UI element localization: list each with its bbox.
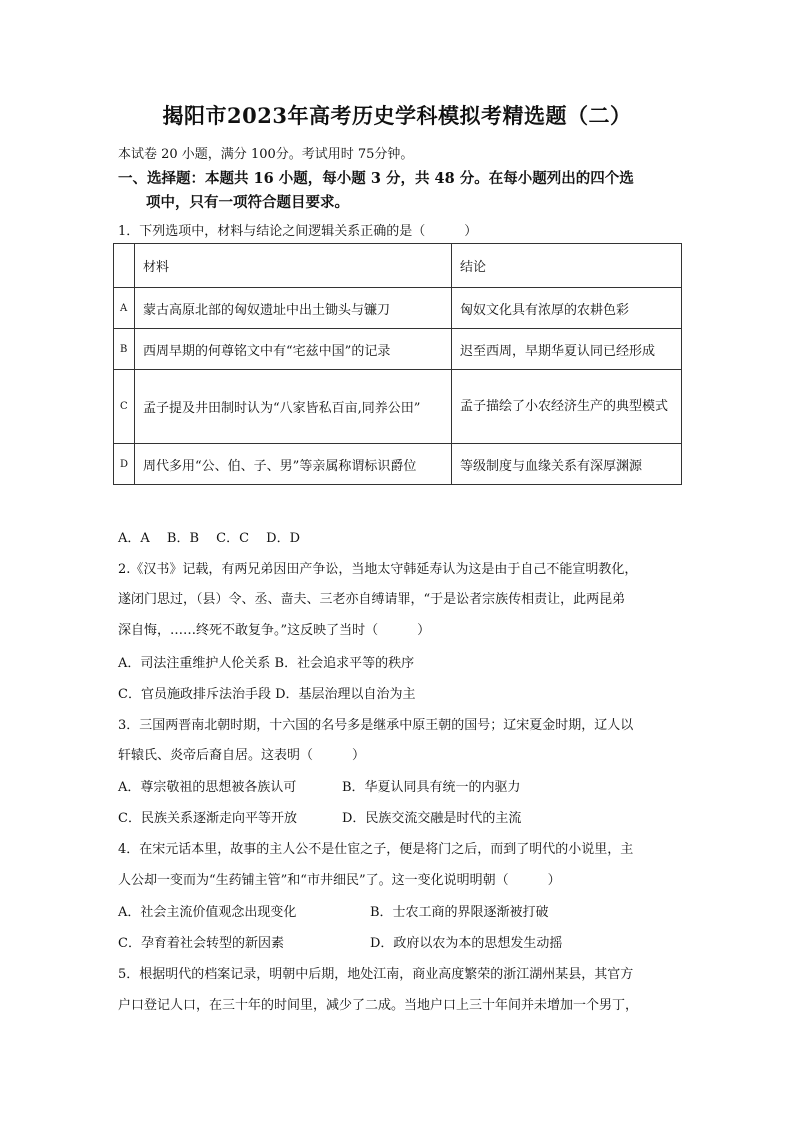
row-material: 蒙古高原北部的匈奴遗址中出土锄头与镰刀 xyxy=(135,288,452,329)
table-row xyxy=(114,329,682,370)
table-row xyxy=(114,370,682,444)
row-label: C xyxy=(114,370,135,444)
table-header-row xyxy=(114,244,682,288)
table-header-blank xyxy=(114,244,135,288)
q3-option-c: C．民族关系逐渐走向平等开放 xyxy=(118,811,297,826)
table-header-material: 材料 xyxy=(135,244,452,288)
row-material: 周代多用“公、伯、子、男”等亲属称谓标识爵位 xyxy=(135,444,452,485)
q4-option-b: B．士农工商的界限逐渐被打破 xyxy=(370,905,549,920)
exam-title: 揭阳市2023年高考历史学科模拟考精选题（二） xyxy=(162,103,632,128)
exam-intro: 本试卷 20 小题，满分 100分。考试用时 75分钟。 xyxy=(118,147,414,162)
q3-line2: 轩辕氏、炎帝后裔自居。这表明（ ） xyxy=(118,748,366,763)
q3-option-a: A．尊宗敬祖的思想被各族认可 xyxy=(118,780,297,795)
q2-options-ab: A．司法注重维护人伦关系 B．社会追求平等的秩序 xyxy=(118,656,415,671)
q1-options: A．A B．B C．C D．D xyxy=(118,531,301,546)
q5-line1: 5．根据明代的档案记录，明朝中后期，地处江南，商业高度繁荣的浙江湖州某县，其官方 xyxy=(118,967,634,982)
q5-line2: 户口登记人口，在三十年的时间里，减少了二成。当地户口上三十年间并未增加一个男丁， xyxy=(118,998,639,1013)
q4-option-c: C．孕育着社会转型的新因素 xyxy=(118,936,284,951)
q3-option-b: B．华夏认同具有统一的内驱力 xyxy=(342,780,521,795)
q2-line1: 2.《汉书》记载，有两兄弟因田产争讼，当地太守韩延寿认为这是由于自己不能宣明教化， xyxy=(118,562,638,577)
q4-line1: 4．在宋元话本里，故事的主人公不是仕宦之子，便是将门之后，而到了明代的小说里，主 xyxy=(118,842,634,857)
table-row xyxy=(114,288,682,329)
table-row xyxy=(114,444,682,485)
row-conclusion: 迟至西周，早期华夏认同已经形成 xyxy=(452,329,682,370)
q4-line2: 人公却一变而为“生药铺主管”和“市井细民”了。这一变化说明明朝（ ） xyxy=(118,873,561,888)
q1-table xyxy=(113,243,682,485)
section-heading-line1: 一、选择题：本题共 16 小题，每小题 3 分，共 48 分。在每小题列出的四个选 xyxy=(118,170,634,187)
q1-stem: 1．下列选项中，材料与结论之间逻辑关系正确的是（ ） xyxy=(118,224,478,239)
q4-option-d: D．政府以农为本的思想发生动摇 xyxy=(370,936,563,951)
q3-option-d: D．民族交流交融是时代的主流 xyxy=(342,811,522,826)
q2-line2: 遂闭门思过，（县）令、丞、啬夫、三老亦自缚请罪，“于是讼者宗族传相责让，此两昆弟 xyxy=(118,592,626,607)
row-label: D xyxy=(114,444,135,485)
q2-options-cd: C．官员施政排斥法治手段 D．基层治理以自治为主 xyxy=(118,687,416,702)
q2-line3: 深自悔，……终死不敢复争。”这反映了当时（ ） xyxy=(118,623,431,638)
row-conclusion: 孟子描绘了小农经济生产的典型模式 xyxy=(452,370,682,444)
q3-line1: 3．三国两晋南北朝时期，十六国的名号多是继承中原王朝的国号；辽宋夏金时期，辽人以 xyxy=(118,718,634,733)
section-heading-line2: 项中，只有一项符合题目要求。 xyxy=(146,194,349,211)
row-label: B xyxy=(114,329,135,370)
q4-option-a: A．社会主流价值观念出现变化 xyxy=(118,905,297,920)
row-conclusion: 等级制度与血缘关系有深厚渊源 xyxy=(452,444,682,485)
table-header-conclusion: 结论 xyxy=(452,244,682,288)
row-material: 西周早期的何尊铭文中有“宅兹中国”的记录 xyxy=(135,329,452,370)
row-conclusion: 匈奴文化具有浓厚的农耕色彩 xyxy=(452,288,682,329)
row-label: A xyxy=(114,288,135,329)
row-material: 孟子提及井田制时认为“八家皆私百亩,同养公田” xyxy=(135,370,452,444)
